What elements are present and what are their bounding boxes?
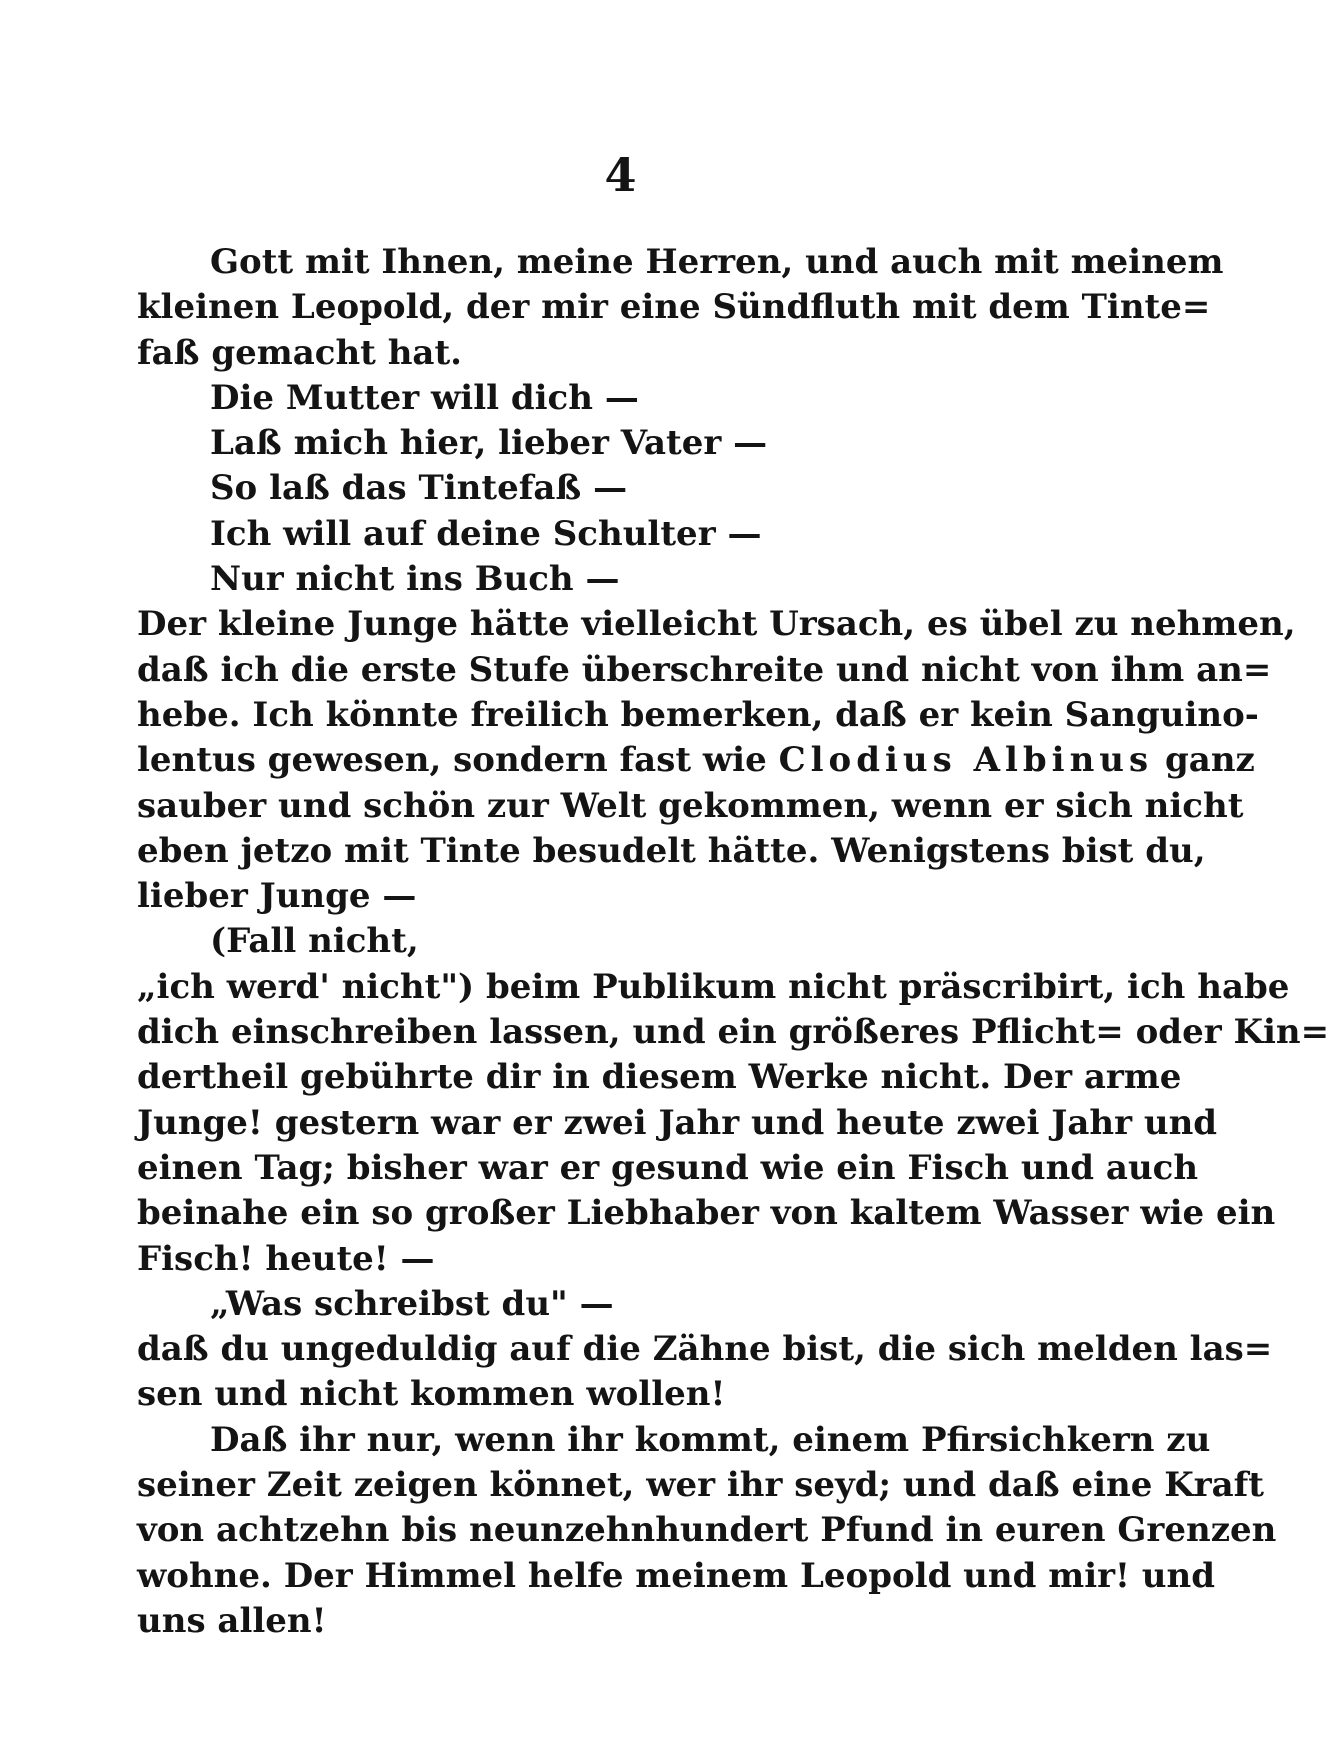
text-line: seiner Zeit zeigen könnet, wer ihr seyd; und daß eine Kraft [137, 1465, 1265, 1506]
text-line: einen Tag; bisher war er gesund wie ein Fisch und auch [137, 1147, 1199, 1188]
text-line: So laß das Tintefaß — [210, 468, 628, 509]
text-line: kleinen Leopold, der mir eine Sündfluth mit dem Tinte= [137, 287, 1211, 328]
text-line: dertheil gebührte dir in diesem Werke nicht. Der arme [137, 1057, 1182, 1098]
text-line: Der kleine Junge hätte vielleicht Ursach, es übel zu nehmen, [137, 604, 1296, 645]
text-line: faß gemacht hat. [137, 332, 462, 373]
text-line: uns allen! [137, 1600, 327, 1641]
text-line: eben jetzo mit Tinte besudelt hätte. Wenigstens bist du, [137, 830, 1206, 871]
text-line: „ich werd' nicht") beim Publikum nicht präscribirt, ich habe [137, 966, 1290, 1007]
text-line: Fisch! heute! — [137, 1238, 435, 1279]
text-line: von achtzehn bis neunzehnhundert Pfund in euren Grenzen [137, 1510, 1277, 1551]
text-line: dich einschreiben lassen, und ein größeres Pflicht= oder Kin= [137, 1012, 1329, 1053]
text-line: Nur nicht ins Buch — [210, 559, 620, 600]
text-line: hebe. Ich könnte freilich bemerken, daß er kein Sanguino- [137, 694, 1259, 735]
text-line: Die Mutter will dich — [210, 377, 639, 418]
text-line: Junge! gestern war er zwei Jahr und heute zwei Jahr und [137, 1102, 1218, 1143]
text-segment: ganz [1153, 740, 1255, 781]
text-line: Gott mit Ihnen, meine Herren, und auch mit meinem [210, 242, 1224, 282]
text-line: lieber Junge — [137, 876, 417, 917]
text-segment: lentus gewesen, sondern fast wie [137, 740, 779, 781]
text-line: beinahe ein so großer Liebhaber von kaltem Wasser wie ein [137, 1193, 1276, 1234]
spaced-name: Clodius Albinus [778, 740, 1154, 781]
page-number: 4 [604, 148, 637, 202]
text-line: daß ich die erste Stufe überschreite und nicht von ihm an= [137, 649, 1272, 690]
text-line [137, 738, 1255, 783]
text-line: sauber und schön zur Welt gekommen, wenn er sich nicht [137, 785, 1244, 826]
text-line: „Was schreibst du" — [210, 1283, 614, 1324]
body-text [137, 240, 1329, 1644]
text-line: sen und nicht kommen wollen! [137, 1374, 726, 1415]
text-line: wohne. Der Himmel helfe meinem Leopold und mir! und [137, 1555, 1216, 1596]
text-line: Daß ihr nur, wenn ihr kommt, einem Pfirsichkern zu [210, 1419, 1211, 1460]
text-line: Ich will auf deine Schulter — [210, 513, 762, 554]
text-line: daß du ungeduldig auf die Zähne bist, die sich melden las= [137, 1329, 1273, 1370]
text-line: Laß mich hier, lieber Vater — [210, 423, 768, 464]
text-line: (Fall nicht, [210, 921, 419, 962]
